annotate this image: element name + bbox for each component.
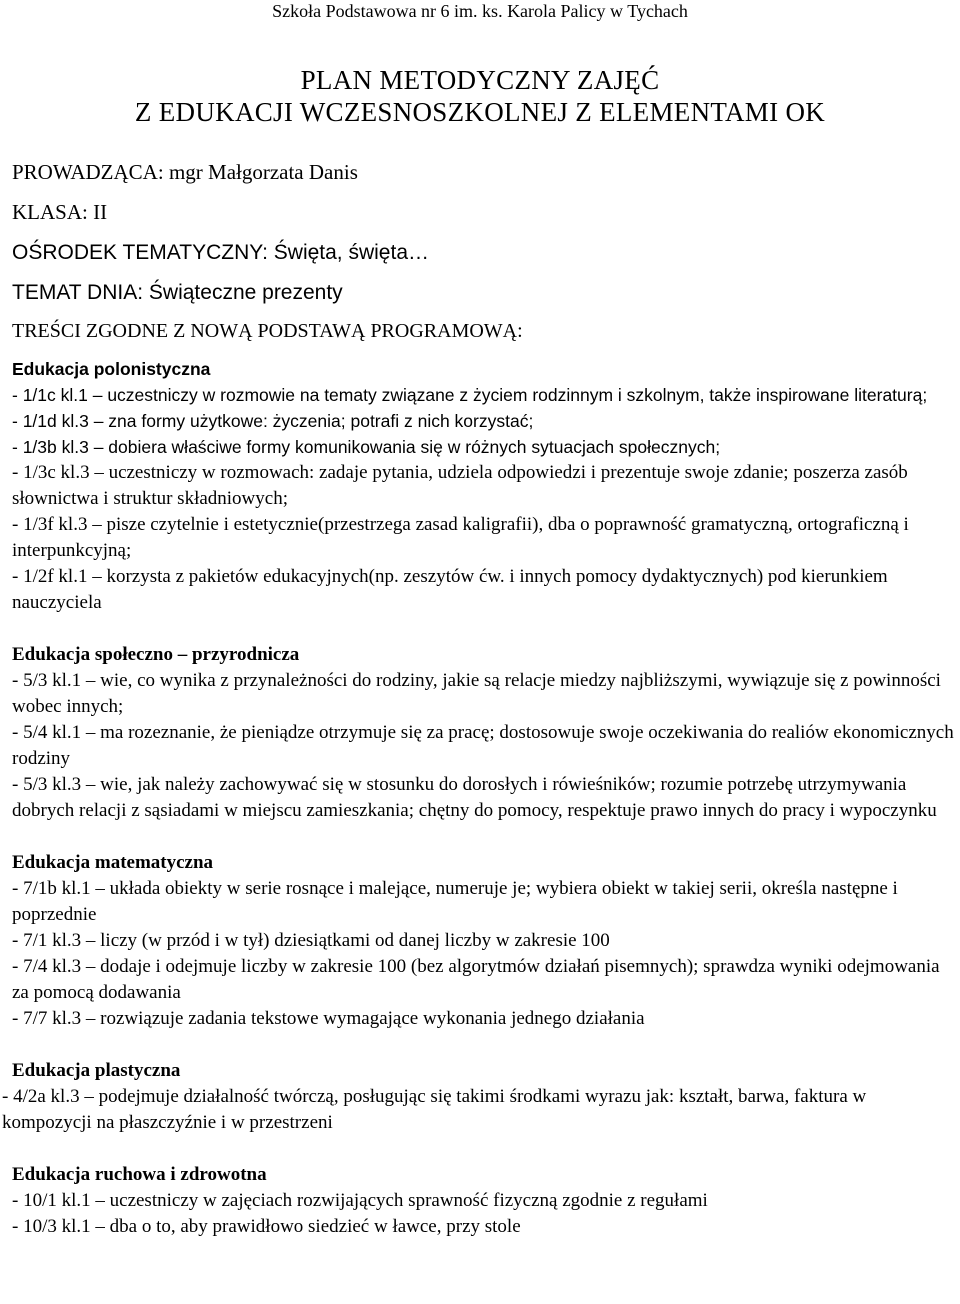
school-name-header: Szkoła Podstawowa nr 6 im. ks. Karola Palicy w Tychach (272, 1, 688, 21)
class-value: II (87, 200, 108, 224)
list-item: - 5/4 kl.1 – ma rozeznanie, że pieniądze otrzymuje się za pracę; dostosowuje swoje oczekiwania do realiów ekonomicznych rodziny (12, 722, 954, 769)
list-item: - 10/3 kl.1 – dba o to, aby prawidłowo siedzieć w ławce, przy stole (12, 1216, 521, 1237)
list-item: - 7/1b kl.1 – układa obiekty w serie rosnące i malejące, numeruje je; wybiera obiekt w takiej serii, określa następne i poprzednie (12, 878, 898, 925)
thematic-center-value: Święta, święta… (267, 241, 429, 264)
thematic-center-row (12, 239, 429, 266)
class-row (12, 199, 107, 225)
section-art (2, 1058, 957, 1136)
section-heading: Edukacja matematyczna (12, 852, 214, 873)
spacer (12, 824, 957, 850)
curriculum-content (2, 356, 957, 1240)
list-item: - 1/3f kl.3 – pisze czytelnie i estetycznie(przestrzega zasad kaligrafii), dba o poprawność gramatyczną, ortograficzną i interpunkcyjną; (12, 514, 909, 561)
section-math (12, 850, 957, 1032)
thematic-center-label: OŚRODEK TEMATYCZNY: (12, 241, 268, 264)
list-item: - 1/1c kl.1 – uczestniczy w rozmowie na tematy związane z życiem rodzinnym i szkolnym, także inspirowane literaturą; (12, 385, 928, 405)
spacer (12, 1136, 957, 1162)
topic-label: TEMAT DNIA: (12, 281, 144, 304)
list-item: - 7/4 kl.3 – dodaje i odejmuje liczby w zakresie 100 (bez algorytmów działań pisemnych); sprawdza wyniki odejmowania za pomocą dodawania (12, 956, 940, 1003)
list-item: - 7/7 kl.3 – rozwiązuje zadania tekstowe wymagające wykonania jednego działania (12, 1008, 645, 1029)
list-item: - 10/1 kl.1 – uczestniczy w zajęciach rozwijających sprawność fizyczną zgodnie z regułami (12, 1190, 708, 1211)
plan-title-line-2: Z EDUKACJI WCZESNOSZKOLNEJ Z ELEMENTAMI OK (134, 97, 826, 127)
curriculum-contents-heading: TREŚCI ZGODNE Z NOWĄ PODSTAWĄ PROGRAMOWĄ: (12, 320, 523, 342)
section-heading: Edukacja ruchowa i zdrowotna (12, 1164, 267, 1185)
list-item: - 1/1d kl.3 – zna formy użytkowe: życzenia; potrafi z nich korzystać; (12, 411, 534, 431)
list-item: - 5/3 kl.3 – wie, jak należy zachowywać się w stosunku do dorosłych i rówieśników; rozumie potrzebę utrzymywania dobrych relacji z sąsiadami w miejscu zamieszkania; chętny do pomocy, respektuje prawo innych do pracy i wypoczynku (12, 774, 937, 821)
section-heading: Edukacja społeczno – przyrodnicza (12, 644, 300, 665)
teacher-value: mgr Małgorzata Danis (163, 160, 358, 184)
section-physical-education (12, 1162, 957, 1240)
list-item: - 7/1 kl.3 – liczy (w przód i w tył) dziesiątkami od danej liczby w zakresie 100 (12, 930, 610, 951)
section-social-nature (12, 642, 957, 824)
list-item: - 5/3 kl.1 – wie, co wynika z przynależności do rodziny, jakie są relacje miedzy najbliższymi, wywiązuje się z powinności wobec innych; (12, 670, 941, 717)
topic-row (12, 279, 343, 306)
list-item: - 1/2f kl.1 – korzysta z pakietów edukacyjnych(np. zeszytów ćw. i innych pomocy dydaktycznych) pod kierunkiem nauczyciela (12, 566, 888, 613)
teacher-row (12, 159, 358, 185)
section-polish (12, 356, 957, 616)
list-item: - 1/3c kl.3 – uczestniczy w rozmowach: zadaje pytania, udziela odpowiedzi i prezentuje swoje zdanie; poszerza zasób słownictwa i struktur składniowych; (12, 462, 908, 509)
class-label: KLASA: (12, 200, 88, 224)
plan-title-line-1: PLAN METODYCZNY ZAJĘĆ (300, 65, 660, 95)
list-item: - 4/2a kl.3 – podejmuje działalność twórczą, posługując się takimi środkami wyrazu jak: kształt, barwa, faktura w kompozycji na płaszczyźnie i w przestrzeni (2, 1086, 867, 1133)
topic-value: Świąteczne prezenty (143, 281, 343, 304)
section-heading: Edukacja plastyczna (12, 1060, 181, 1081)
spacer (12, 1032, 957, 1058)
section-heading: Edukacja polonistyczna (12, 359, 211, 379)
list-item: - 1/3b kl.3 – dobiera właściwe formy komunikowania się w różnych sytuacjach społecznych; (12, 437, 721, 457)
spacer (12, 616, 957, 642)
teacher-label: PROWADZĄCA: (12, 160, 164, 184)
